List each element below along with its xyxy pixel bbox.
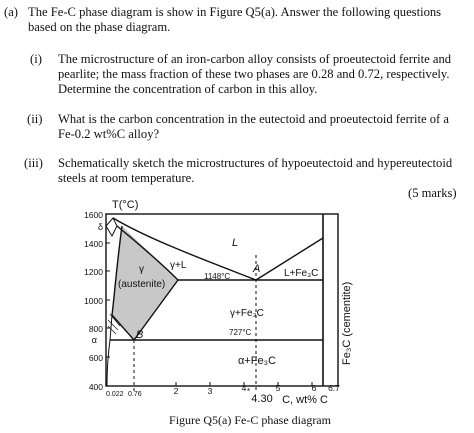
x-axis-title: C, wt% C (282, 394, 328, 406)
item-i-line-2: pearlite; the mass fraction of these two phases are 0.28 and 0.72, respectively. (58, 67, 450, 81)
y-tick-1400: 1400 (84, 239, 103, 249)
x-tick-3: 3 (207, 386, 213, 396)
label-L-Fe3C: L+Fe₃C (284, 268, 319, 279)
label-alpha-Fe3C: α+Fe₃C (238, 355, 277, 367)
item-ii-label: (ii) (27, 112, 43, 126)
label-gamma-Fe3C: γ+Fe₃C (230, 308, 264, 319)
item-ii-line-2: Fe-0.2 wt%C alloy? (58, 127, 160, 141)
delta-label: δ (97, 222, 103, 232)
x-tick-076: 0.76 (128, 391, 142, 398)
part-label: (a) (4, 5, 18, 19)
item-iii-line-2: steels at room temperature. (58, 171, 195, 185)
x-tick-430: 4.30 (251, 393, 273, 405)
alpha-label: α (91, 335, 97, 345)
y-tick-600: 600 (88, 353, 103, 363)
label-austenite: (austenite) (118, 279, 166, 290)
x-tick-6: 6 (311, 383, 317, 393)
x-tick-4: 4 (241, 383, 247, 393)
label-1148: 1148°C (204, 272, 231, 281)
y-tick-1000: 1000 (84, 296, 103, 306)
y-axis-title: T(°C) (112, 199, 139, 211)
label-point-A: A (253, 263, 261, 275)
item-ii-line-1: What is the carbon concentration in the eutectoid and proeutectoid ferrite of a (58, 112, 449, 126)
item-iii-line-1: Schematically sketch the microstructures of hypoeutectoid and hypereutectoid (58, 156, 453, 170)
item-i-line-3: Determine the concentration of carbon in this alloy. (58, 82, 318, 96)
intro-line-1: The Fe-C phase diagram is show in Figure Q5(a). Answer the following questions (28, 5, 442, 19)
x-tick-2: 2 (173, 386, 179, 396)
label-gamma: γ (139, 264, 144, 275)
label-cementite: Fe₃C (cementite) (341, 281, 353, 365)
svg-text:*: * (247, 387, 251, 396)
item-iii-label: (iii) (24, 156, 43, 170)
y-tick-1200: 1200 (84, 267, 103, 277)
marks: (5 marks) (408, 186, 457, 200)
figure-caption: Figure Q5(a) Fe-C phase diagram (169, 413, 331, 427)
item-i-label: (i) (30, 52, 42, 66)
y-tick-1600: 1600 (84, 210, 103, 220)
x-tick-0022: 0.022 (106, 391, 124, 398)
y-tick-400: 400 (88, 382, 103, 392)
label-point-B: B (136, 329, 144, 341)
x-tick-67: 6.7 (328, 383, 340, 393)
label-727: 727°C (229, 328, 252, 337)
y-tick-800: 800 (88, 324, 103, 334)
intro-line-2: based on the phase diagram. (28, 20, 171, 34)
x-tick-5: 5 (275, 383, 281, 393)
item-i-line-1: The microstructure of an iron-carbon alloy consists of proeutectoid ferrite and (58, 52, 452, 66)
label-L: L (232, 237, 239, 249)
label-gamma-L: γ+L (170, 260, 187, 271)
